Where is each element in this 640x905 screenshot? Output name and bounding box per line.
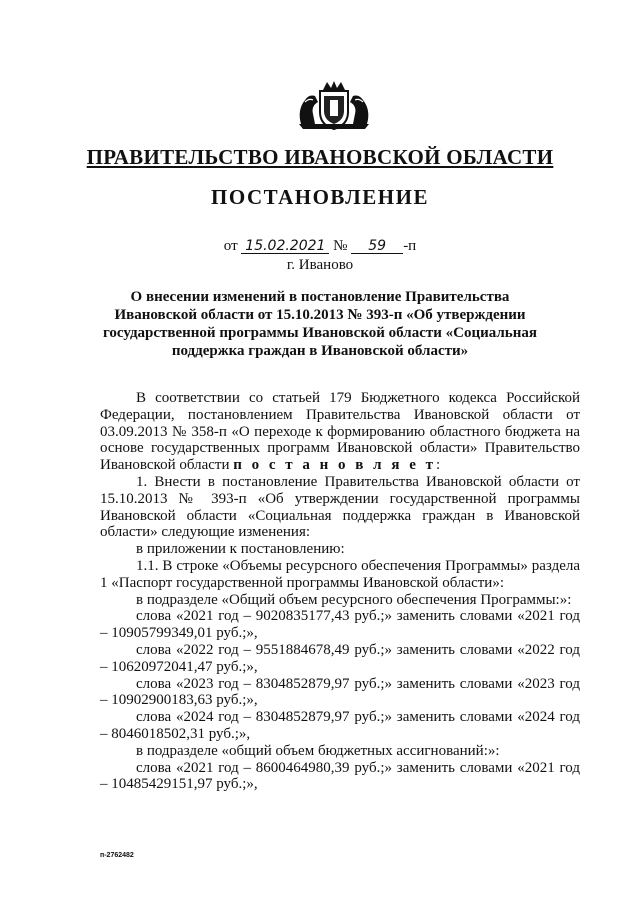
signed-date: 15.02.2021 xyxy=(241,239,329,254)
number-suffix: -п xyxy=(403,238,417,254)
replacement-paragraph: слова «2022 год – 9551884678,49 руб.;» заменить словами «2022 год – 10620972041,47 руб.;», xyxy=(100,641,580,675)
subject-line: государственной программы Ивановской области «Социальная xyxy=(102,325,537,341)
replacement-paragraph: слова «2024 год – 8304852879,97 руб.;» заменить словами «2024 год – 8046018502,31 руб.;», xyxy=(100,709,580,742)
item-1-1-paragraph: 1.1. В строке «Объемы ресурсного обеспечения Программы» раздела 1 «Паспорт государственной программы Ивановской области»: xyxy=(100,557,580,591)
subject-line: Ивановской области от 15.10.2013 № 393-п «Об утверждении xyxy=(114,307,526,323)
resolves-word: п о с т а н о в л я е т xyxy=(233,457,436,474)
coat-of-arms-icon xyxy=(293,80,375,130)
replacement-paragraph: слова «2021 год – 9020835177,43 руб.;» заменить словами «2021 год – 10905799349,01 руб.;», xyxy=(100,608,580,642)
document-type-heading: ПОСТАНОВЛЕНИЕ xyxy=(211,185,429,209)
preamble-paragraph xyxy=(100,390,580,474)
city-line: г. Иваново xyxy=(286,257,354,273)
document-body xyxy=(100,390,580,793)
appendix-paragraph: в приложении к постановлению: xyxy=(136,541,345,558)
replacement-paragraph: слова «2023 год – 8304852879,97 руб.;» заменить словами «2023 год – 10902900183,63 руб.;», xyxy=(100,675,580,709)
document-subject xyxy=(90,288,550,360)
preamble-colon: : xyxy=(435,457,441,474)
document-number: 59 xyxy=(351,239,403,254)
document-code: п-2762482 xyxy=(100,852,134,859)
item-1-paragraph: 1. Внести в постановление Правительства Ивановской области от 15.10.2013 № 393-п «Об утверждении государственной программы Ивановской области «Социальная поддержка граждан в Ивановской области» следующие изменения: xyxy=(100,473,580,541)
replacement-paragraph: слова «2021 год – 8600464980,39 руб.;» заменить словами «2021 год – 10485429151,97 руб.;», xyxy=(100,759,580,793)
subject-line: О внесении изменений в постановление Правительства xyxy=(130,289,510,305)
subsection-paragraph: в подразделе «Общий объем ресурсного обеспечения Программы:»: xyxy=(136,591,572,608)
preamble-text: В соответствии со статьей 179 Бюджетного кодекса Российской Федерации, постановлением Правительства Ивановской области от 03.09.2013 № 358-п «О переходе к формированию областного бюджета на основе государственных программ Ивановской области» Правительство Ивановской области xyxy=(100,390,580,474)
subsection-paragraph: в подразделе «общий объем бюджетных ассигнований:»: xyxy=(136,742,500,759)
subject-line: поддержка граждан в Ивановской области» xyxy=(171,343,469,359)
number-sign: № xyxy=(333,238,348,254)
date-prefix: от xyxy=(223,238,238,254)
date-number-line xyxy=(0,238,640,255)
org-title: ПРАВИТЕЛЬСТВО ИВАНОВСКОЙ ОБЛАСТИ xyxy=(86,145,554,169)
